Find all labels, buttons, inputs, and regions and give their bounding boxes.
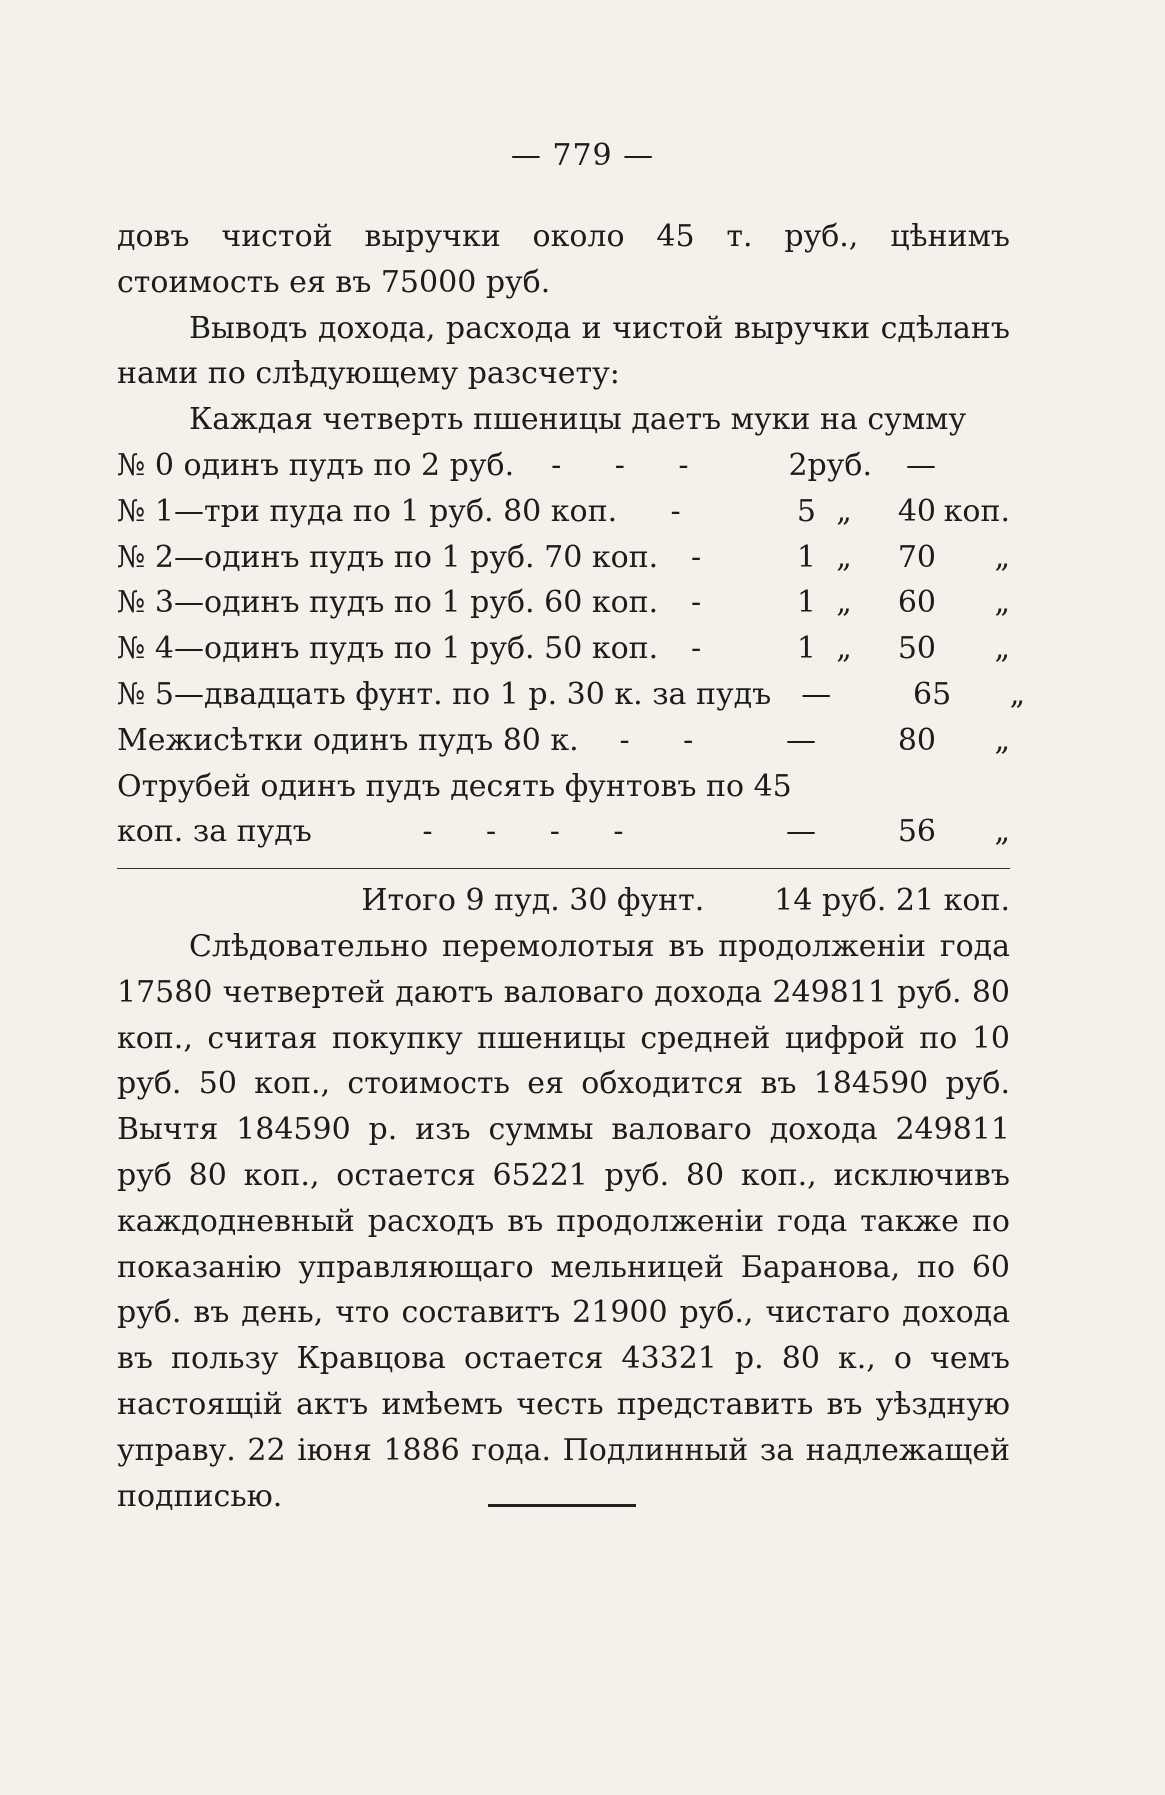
opening-paragraph-block [117,214,1010,443]
paragraph-calculation-intro: Выводъ дохода, расхода и чистой выручки сдѣланъ нами по слѣдующему разсчету: [117,310,1010,392]
row-description: коп. за пудъ [117,814,312,850]
row-rubles: 1 [796,539,816,575]
row-rubles: — [786,722,816,758]
row-rubles: — [786,814,816,850]
row-rubles: 1 [796,631,816,667]
table-row [117,809,1010,855]
end-rule [488,1504,636,1507]
row-rubles: 2 [788,448,808,483]
row-kopeck-unit: „ [994,814,1010,850]
row-ruble-unit: руб. [807,448,872,483]
row-kopecks: — [906,448,936,483]
table-row [117,535,1010,581]
paragraph-continuation: довъ чистой выручки около 45 т. руб., цѣнимъ стоимость ея въ 75000 руб. [117,219,1010,300]
row-description: Отрубей одинъ пудъ десять фунтовъ по 45 [117,768,792,804]
row-kopecks: 60 [897,585,936,621]
row-kopecks: 70 [897,539,936,575]
row-rubles: 5 [796,493,816,529]
row-description: № 0 одинъ пудъ по 2 руб. [117,448,515,483]
row-ruble-unit: „ [836,631,852,667]
table-row [117,718,1010,764]
row-rubles: — [801,676,832,712]
page-number: — 779 — [510,138,655,173]
total-amount: 14 руб. 21 коп. [774,883,1010,918]
row-description: № 3—одинъ пудъ по 1 руб. 60 коп. [117,585,659,621]
flour-price-table [117,443,1026,855]
row-kopecks: 80 [897,722,936,758]
row-filler: - [691,631,724,667]
row-kopeck-unit: „ [1009,676,1026,712]
row-description: № 1—три пуда по 1 руб. 80 коп. [117,493,618,529]
row-kopeck-unit: „ [994,631,1010,667]
conclusion-block [117,924,1010,1519]
row-filler: - [670,493,703,529]
row-description: Межисѣтки одинъ пудъ 80 к. [117,722,579,758]
row-kopecks: 50 [897,631,936,667]
row-description: № 4—одинъ пудъ по 1 руб. 50 коп. [117,631,659,667]
table-row [117,580,1010,626]
total-divider [117,868,1010,869]
row-ruble-unit: „ [836,539,852,575]
row-description: № 2—одинъ пудъ по 1 руб. 70 коп. [117,539,659,575]
total-row [117,878,1010,924]
row-kopecks: 40 [897,493,936,529]
row-filler: - - [619,722,716,758]
row-kopecks: 56 [897,814,936,850]
row-kopeck-unit: коп. [943,493,1010,529]
row-filler: - - - [551,448,711,483]
table-row [117,489,1010,535]
table-row [117,626,1010,672]
row-filler: - - - - [422,814,646,850]
row-kopeck-unit: „ [994,722,1010,758]
row-description: № 5—двадцать фунт. по 1 р. 30 к. за пудъ [117,676,772,712]
row-ruble-unit: „ [836,493,852,529]
table-row-bran-heading [117,764,1010,810]
paragraph-conclusion: Слѣдовательно перемолотыя въ продолженiи года 17580 четвертей даютъ валоваго дохода 249811 руб. 80 коп., считая покупку пшеницы средней цифрой по 10 руб. 50 коп., стоимость ея обходится въ 184590 руб. Вычтя 184590 р. изъ суммы валоваго дохода 249811 руб 80 коп., остается 65221 руб. 80 коп., исключивъ каждодневный расходъ въ продолженiи года также по показанiю управляющаго мельницей Баранова, по 60 руб. въ день, что составитъ 21900 руб., чистаго дохода въ пользу Кравцова остается 43321 р. 80 к., о чемъ настоящiй актъ имѣемъ честь представить въ уѣздную управу. 22 iюня 1886 года. Подлинный за надлежащей подписью. [117,929,1010,1514]
row-rubles: 1 [796,585,816,621]
row-ruble-unit: „ [836,585,852,621]
row-filler: - [691,585,724,621]
paragraph-wheat-quarter: Каждая четверть пшеницы даетъ муки на сумму [189,402,967,438]
row-kopeck-unit: „ [994,539,1010,575]
table-row [117,443,1010,489]
row-filler: - [691,539,724,575]
table-row [117,672,1026,718]
row-kopeck-unit: „ [994,585,1010,621]
total-label: Итого 9 пуд. 30 фунт. [361,883,705,918]
row-kopecks: 65 [913,676,952,712]
